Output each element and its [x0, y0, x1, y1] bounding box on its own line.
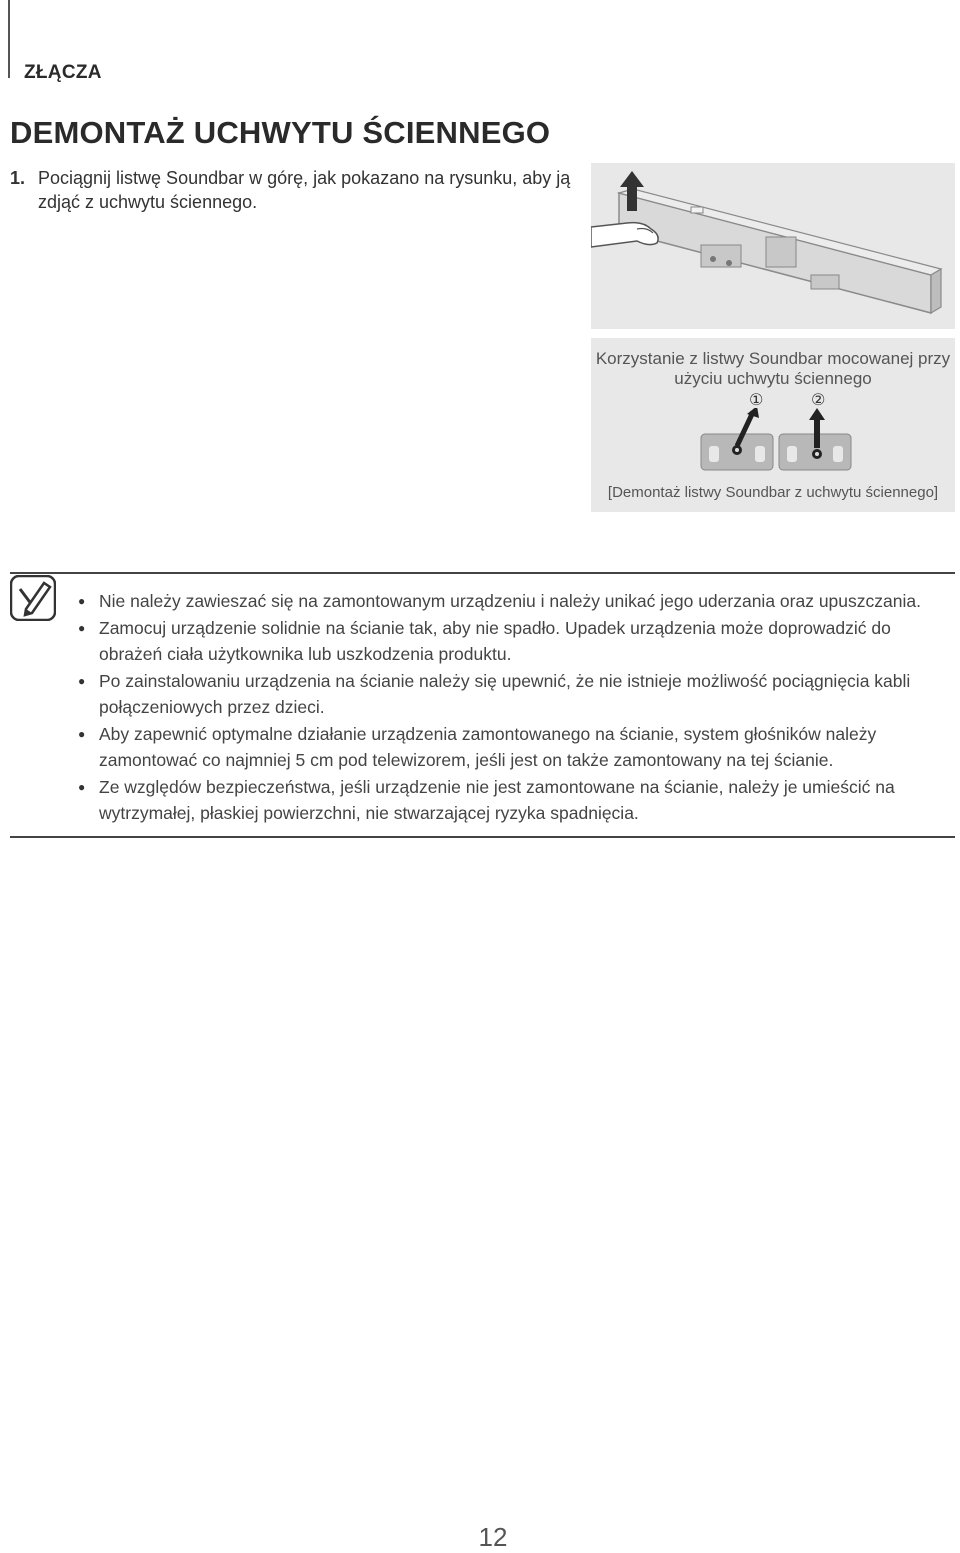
- bullet-icon: ●: [78, 674, 86, 688]
- notes-top-rule: [10, 572, 955, 574]
- marker-1: ①: [749, 392, 764, 409]
- hand-icon: [591, 223, 658, 247]
- note-text: Aby zapewnić optymalne działanie urządzenia zamontowanego na ścianie, system głośników należy zamontować co najmniej 5 cm pod telewizorem, jeśli jest on także zamontowany na tej ścianie.: [99, 724, 877, 770]
- notes-list: [78, 588, 953, 827]
- note-text: Zamocuj urządzenie solidnie na ścianie tak, aby nie spadło. Upadek urządzenia może doprowadzić do obrażeń ciała użytkownika lub uszkodzenia produktu.: [99, 618, 891, 664]
- bullet-icon: ●: [78, 727, 86, 741]
- marker-2: ②: [811, 392, 826, 409]
- section-label: ZŁĄCZA: [24, 62, 102, 83]
- note-pencil-icon: [10, 575, 56, 626]
- header-rule: [8, 0, 10, 78]
- bracket-detail-illustration: [591, 338, 955, 512]
- figure-caption: Korzystanie z listwy Soundbar mocowanej przy użyciu uchwytu ściennego: [595, 349, 951, 388]
- notes-bottom-rule: [10, 836, 955, 838]
- list-item: [78, 668, 953, 720]
- bullet-icon: ●: [78, 621, 86, 635]
- figure-bottom-caption: [Demontaż listwy Soundbar z uchwytu ściennego]: [607, 484, 939, 501]
- step-item: [10, 166, 580, 214]
- note-text: Nie należy zawieszać się na zamontowanym urządzeniu i należy unikać jego uderzania oraz upuszczania.: [99, 591, 921, 611]
- note-text: Po zainstalowaniu urządzenia na ścianie należy się upewnić, że nie istnieje możliwość pociągnięcia kabli połączeniowych przez dzieci.: [99, 671, 911, 717]
- list-item: [78, 774, 953, 826]
- step-number: 1.: [10, 168, 26, 188]
- bullet-icon: ●: [78, 594, 86, 608]
- step-text: Pociągnij listwę Soundbar w górę, jak pokazano na rysunku, aby ją zdjąć z uchwytu ściennego.: [38, 168, 571, 212]
- soundbar-lift-illustration: [591, 163, 955, 329]
- figure-markers: [591, 390, 955, 410]
- list-item: [78, 615, 953, 667]
- soundbar-drawing: [591, 163, 955, 329]
- page-number: 12: [478, 1522, 508, 1552]
- bullet-icon: ●: [78, 780, 86, 794]
- note-text: Ze względów bezpieczeństwa, jeśli urządzenie nie jest zamontowane na ścianie, należy je umieścić na wytrzymałej, płaskiej powierzchni, nie stwarzającej ryzyka spadnięcia.: [99, 777, 895, 823]
- list-item: [78, 721, 953, 773]
- bracket-drawing: [591, 408, 955, 478]
- list-item: [78, 588, 953, 614]
- page-title: DEMONTAŻ UCHWYTU ŚCIENNEGO: [10, 115, 551, 150]
